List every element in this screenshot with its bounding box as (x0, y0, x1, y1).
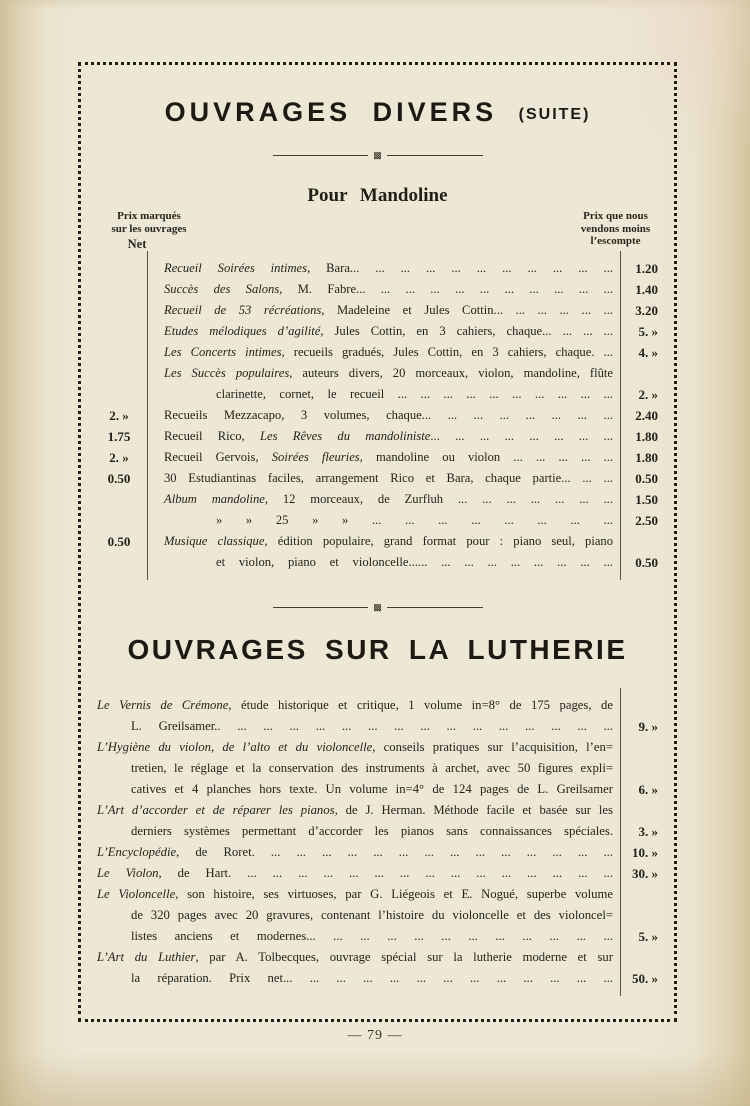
catalog-row-line (91, 384, 662, 405)
item-text: , auteurs divers, 20 morceaux, violon, mandoline, flûte (289, 366, 614, 380)
discount-price-cell: 5. » (638, 929, 658, 944)
net-price-cell (91, 510, 147, 531)
item-text: ... ... ... ... ... ... ... ... (430, 429, 613, 443)
catalog-row-line (91, 405, 662, 426)
net-price-cell (91, 258, 147, 279)
item-text: la réparation. Prix net... ... ... ... ... ... ... ... ... ... ... ... ... (131, 971, 613, 985)
catalog-row-line (91, 510, 662, 531)
discount-price-cell: 2.40 (635, 408, 658, 423)
catalog-row-line (95, 947, 662, 968)
net-price-cell (91, 300, 147, 321)
table-rule-spacer (95, 688, 662, 695)
discount-price-cell (621, 363, 662, 384)
net-price-cell (91, 342, 147, 363)
table-rule-spacer (91, 251, 662, 258)
discount-price-header-line1: Prix que nous (583, 210, 648, 222)
item-title: Musique classique (164, 534, 265, 548)
item-text-cell (95, 842, 621, 863)
discount-price-cell (621, 989, 662, 996)
item-text-cell (147, 363, 621, 384)
mandoline-subtitle: Pour Mandoline (307, 185, 448, 206)
item-text: , recueils gradués, Jules Cottin, en 3 cahiers, chaque. ... (281, 345, 613, 359)
item-text: , Madeleine et Jules Cottin... ... ... ... ... ... (321, 303, 613, 317)
net-price-cell (91, 251, 147, 258)
item-text: , Bara... ... ... ... ... ... ... ... ... ... ... (307, 261, 614, 275)
item-text-cell (147, 531, 621, 552)
discount-price-header-line2: vendons moins (580, 222, 651, 235)
discount-price-cell (621, 905, 662, 926)
item-text-cell (147, 489, 621, 510)
item-text-cell (95, 779, 621, 800)
catalog-row-line (95, 821, 662, 842)
catalog-row-line (95, 716, 662, 737)
catalog-row-line (91, 447, 662, 468)
item-text-cell (147, 300, 621, 321)
catalog-row-line (91, 321, 662, 342)
item-text: , par A. Tolbecques, ouvrage spécial sur la lutherie moderne et sur (195, 950, 614, 964)
marked-price-header-line2: sur les ouvrages (111, 222, 187, 235)
net-price-cell: 2. » (109, 450, 129, 465)
page-number: — 79 — (347, 1028, 403, 1043)
item-text: Recueils Mezzacapo, 3 volumes, chaque... ... ... ... ... ... ... ... (164, 408, 613, 422)
divider-line (387, 155, 483, 156)
item-text: 30 Estudiantinas faciles, arrangement Rico et Bara, chaque partie... ... ... (164, 471, 613, 485)
item-text: clarinette, cornet, le recueil ... ... ... ... ... ... ... ... ... ... (216, 387, 613, 401)
item-text: , 12 morceaux, de Zurfluh ... ... ... ... ... ... ... (264, 492, 613, 506)
divider-line (387, 607, 483, 608)
item-text: , de Roret. ... ... ... ... ... ... ... ... ... ... ... ... ... ... (176, 845, 613, 859)
catalog-row-line (95, 737, 662, 758)
item-title: Recueil Soirées intimes (164, 261, 308, 275)
item-text-cell (95, 737, 621, 758)
catalog-row-line (95, 926, 662, 947)
catalog-row-line (91, 363, 662, 384)
discount-price-cell (621, 800, 662, 821)
price-column-headers (93, 210, 664, 251)
discount-price-cell: 50. » (632, 971, 658, 986)
catalog-row-line (91, 426, 662, 447)
item-text: , de Hart. ... ... ... ... ... ... ... ... ... ... ... ... ... ... ... (158, 866, 613, 880)
item-text: tretien, le réglage et la conservation des instruments à archet, avec 50 figures expli= (131, 761, 613, 775)
section-divider (273, 602, 483, 612)
item-text-cell (147, 251, 621, 258)
catalog-row-line (91, 342, 662, 363)
catalog-row-line (91, 489, 662, 510)
item-text: Recueil Rico, (164, 429, 260, 443)
discount-price-cell (621, 884, 662, 905)
item-text-cell (95, 926, 621, 947)
item-text: et violon, piano et violoncelle...... ... ... ... ... ... ... ... ... (216, 555, 613, 569)
page-title-main: OUVRAGES DIVERS (164, 97, 498, 127)
discount-price-cell: 0.50 (635, 555, 658, 570)
discount-price-cell: 9. » (638, 719, 658, 734)
discount-price-cell (621, 573, 662, 580)
item-text-cell (147, 279, 621, 300)
item-title: Succès des Salons (164, 282, 280, 296)
item-text-cell (95, 947, 621, 968)
item-text: , son histoire, ses virtuoses, par G. Liégeois et E. Nogué, superbe volume (175, 887, 613, 901)
discount-price-cell: 1.50 (635, 492, 658, 507)
discount-price-cell: 10. » (632, 845, 658, 860)
marked-price-header-line1: Prix marqués (117, 210, 181, 222)
item-text-cell (147, 405, 621, 426)
page-title-suffix: (SUITE) (518, 106, 591, 123)
discount-price-cell (621, 531, 662, 552)
discount-price-cell: 1.20 (635, 261, 658, 276)
discount-price-header (567, 210, 664, 251)
catalog-row-line (95, 800, 662, 821)
catalog-row-line (91, 258, 662, 279)
item-title: L’Art d’accorder et de réparer les pianos (97, 803, 335, 817)
net-price-cell (91, 552, 147, 573)
catalog-row-line (95, 842, 662, 863)
item-text: , M. Fabre... ... ... ... ... ... ... ... ... ... ... (279, 282, 614, 296)
discount-price-cell (621, 688, 662, 695)
net-label: Net (127, 237, 147, 251)
net-price-cell (91, 321, 147, 342)
item-text-cell (95, 695, 621, 716)
discount-price-cell: 1.80 (635, 429, 658, 444)
net-price-cell (91, 573, 147, 580)
divider-ornament-icon: ▩ (373, 149, 382, 160)
discount-price-cell: 3.20 (635, 303, 658, 318)
discount-price-cell: 1.40 (635, 282, 658, 297)
net-price-cell (91, 384, 147, 405)
net-price-cell: 0.50 (107, 471, 131, 486)
discount-price-cell: 2. » (638, 387, 658, 402)
item-title: Le Vernis de Crémone (97, 698, 229, 712)
net-price-cell (91, 489, 147, 510)
catalog-row-line (91, 531, 662, 552)
net-price-cell: 0.50 (107, 534, 131, 549)
item-text: L. Greilsamer.. ... ... ... ... ... ... ... ... ... ... ... ... ... ... ... (131, 719, 613, 733)
dotted-page-border (78, 62, 677, 1022)
item-title: L’Art du Luthier (97, 950, 196, 964)
item-text: listes anciens et modernes... ... ... ... ... ... ... ... ... ... ... ... (131, 929, 613, 943)
lutherie-title: OUVRAGES SUR LA LUTHERIE (127, 634, 628, 665)
item-text: , étude historique et critique, 1 volume in=8° de 175 pages, de (228, 698, 613, 712)
discount-price-cell (621, 251, 662, 258)
discount-price-cell: 6. » (638, 782, 658, 797)
section-divider (273, 150, 483, 160)
item-text-cell (95, 800, 621, 821)
item-title: Recueil de 53 récréations (164, 303, 322, 317)
mandoline-price-table (91, 251, 662, 580)
item-text-cell (147, 510, 621, 531)
item-text: , de J. Herman. Méthode facile et basée sur les (334, 803, 613, 817)
catalog-row-line (91, 468, 662, 489)
item-text: » » 25 » » ... ... ... ... ... ... ... ... (216, 513, 613, 527)
item-text-cell (95, 968, 621, 989)
item-title: Le Violon (97, 866, 159, 880)
lutherie-price-table (95, 688, 662, 996)
page-title (81, 97, 674, 128)
net-price-cell: 2. » (109, 408, 129, 423)
item-title: Le Violoncelle (97, 887, 176, 901)
marked-price-header (93, 210, 205, 251)
item-text: catives et 4 planches hors texte. Un volume in=4° de 124 pages de L. Greilsamer (131, 782, 613, 796)
item-text-cell (147, 552, 621, 573)
catalog-row-line (91, 300, 662, 321)
catalog-row-line (91, 279, 662, 300)
discount-price-cell: 3. » (638, 824, 658, 839)
catalog-row-line (91, 552, 662, 573)
item-text: , conseils pratiques sur l’acquisition, l’en= (372, 740, 613, 754)
item-text-cell (147, 321, 621, 342)
item-text-cell (95, 989, 621, 996)
item-title: L’Encyclopédie (97, 845, 177, 859)
item-text-cell (95, 716, 621, 737)
item-text: , mandoline ou violon ... ... ... ... ... (359, 450, 614, 464)
item-text: , édition populaire, grand format pour : piano seul, piano (264, 534, 614, 548)
catalog-row-line (95, 884, 662, 905)
item-text-cell (95, 821, 621, 842)
table-rule-spacer (95, 989, 662, 996)
net-price-cell: 1.75 (107, 429, 131, 444)
discount-price-cell: 30. » (632, 866, 658, 881)
discount-price-header-line3: l’escompte (590, 235, 641, 247)
item-text: de 320 pages avec 20 gravures, contenant l’histoire du violoncelle et des violoncel= (131, 908, 613, 922)
discount-price-cell: 4. » (638, 345, 658, 360)
item-title: L’Hygiène du violon, de l’alto et du violoncelle (97, 740, 373, 754)
catalog-row-line (95, 905, 662, 926)
net-price-cell (91, 279, 147, 300)
discount-price-cell: 0.50 (635, 471, 658, 486)
item-text-cell (147, 468, 621, 489)
item-text-cell (95, 758, 621, 779)
discount-price-cell: 5. » (638, 324, 658, 339)
item-title: Les Rêves du mandoliniste (259, 429, 431, 443)
item-text: Recueil Gervois, (164, 450, 272, 464)
catalog-row-line (95, 695, 662, 716)
discount-price-cell: 2.50 (635, 513, 658, 528)
discount-price-cell (621, 758, 662, 779)
item-text-cell (95, 884, 621, 905)
item-text-cell (95, 688, 621, 695)
item-text: , Jules Cottin, en 3 cahiers, chaque... ... ... ... (320, 324, 613, 338)
item-text-cell (95, 863, 621, 884)
table-rule-spacer (91, 573, 662, 580)
item-title: Album mandoline (164, 492, 265, 506)
catalog-row-line (95, 863, 662, 884)
divider-line (273, 155, 369, 156)
item-text-cell (147, 426, 621, 447)
item-title: Etudes mélodiques d’agilité (164, 324, 321, 338)
item-title: Les Succès populaires (164, 366, 290, 380)
item-title: Soirées fleuries (271, 450, 360, 464)
item-text-cell (147, 384, 621, 405)
item-text-cell (147, 258, 621, 279)
divider-ornament-icon: ▩ (373, 601, 382, 612)
item-text-cell (147, 447, 621, 468)
divider-line (273, 607, 369, 608)
net-price-cell (91, 363, 147, 384)
catalog-row-line (95, 779, 662, 800)
catalog-row-line (95, 758, 662, 779)
discount-price-cell (621, 947, 662, 968)
item-text-cell (147, 573, 621, 580)
item-title: Les Concerts intimes (164, 345, 282, 359)
catalog-row-line (95, 968, 662, 989)
discount-price-cell (621, 695, 662, 716)
item-text-cell (147, 342, 621, 363)
discount-price-cell (621, 737, 662, 758)
discount-price-cell: 1.80 (635, 450, 658, 465)
item-text: derniers systèmes permettant d’accorder les pianos sans connaissances spéciales. (131, 824, 613, 838)
item-text-cell (95, 905, 621, 926)
